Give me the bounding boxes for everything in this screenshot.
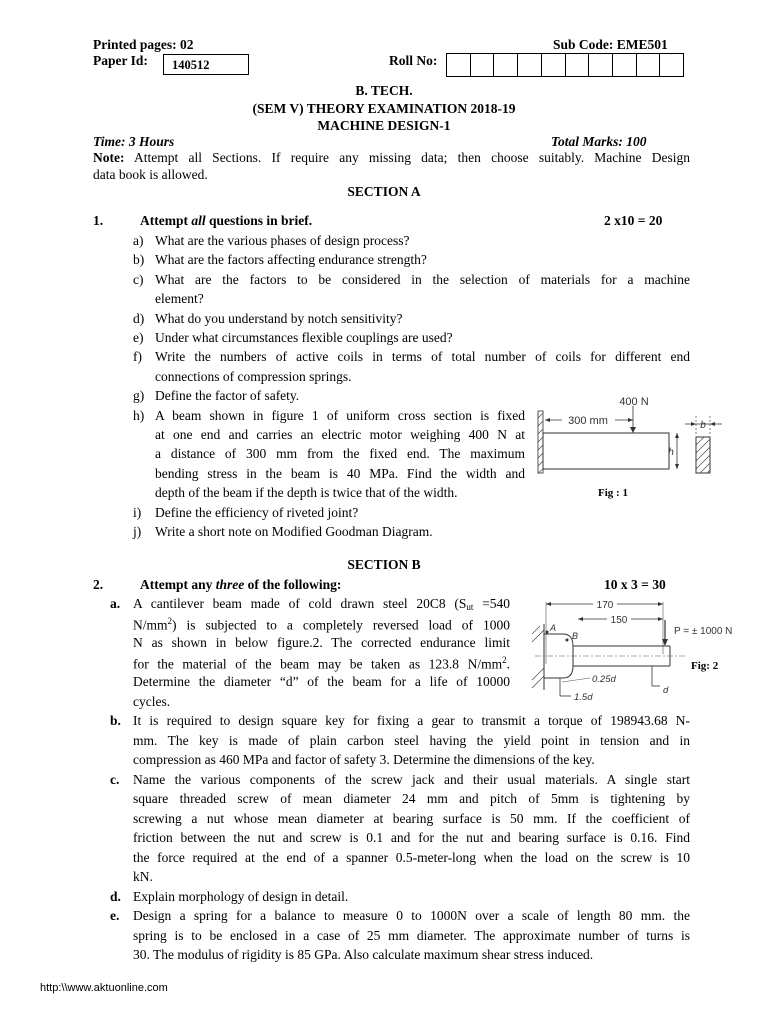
fig2-radius-label: 0.25d	[592, 674, 616, 685]
question-text: A beam shown in figure 1 of uniform cross section is fixed	[155, 407, 525, 423]
fig1-h-label: h	[668, 447, 674, 458]
question-text: for the material of the beam may be taken as 123.8 $N/mm^2$.	[133, 654, 510, 671]
item-label: e.	[110, 908, 120, 923]
question-text: $N/mm^2$) is subjected to a completely reversed load of 1000	[133, 615, 510, 632]
question-text: What are the various phases of design process?	[155, 233, 410, 248]
question-text: element?	[155, 291, 204, 307]
item-label: b)	[133, 252, 145, 268]
item-label: a.	[110, 596, 121, 611]
footer-url[interactable]: http:\\www.aktuonline.com	[40, 982, 168, 994]
fig2-a-label: A	[550, 623, 557, 633]
roll-no-boxes	[446, 53, 684, 77]
question-text: the force required at the end of a spanner 0.5-meter-long when the load on the screw is 10	[133, 849, 690, 865]
note-line-1	[93, 150, 690, 166]
fig2-p-label: P = ± 1000 N	[674, 626, 733, 637]
item-label: c)	[133, 271, 144, 287]
question-text: compression as 460 MPa and factor of safety 3. Determine the dimensions of the key.	[133, 752, 595, 767]
question-text: What are the factors to be considered in the selection of materials for a machine	[155, 271, 690, 287]
fig1-load-label: 400 N	[619, 396, 649, 408]
question-text: kN.	[133, 869, 153, 884]
paper-id-label: Paper Id:	[93, 53, 148, 68]
q2-number: 2.	[93, 577, 104, 592]
q2-em: three	[215, 577, 245, 592]
question-text: What do you understand by notch sensitivity?	[155, 310, 403, 326]
q2-post: of the following:	[244, 577, 342, 592]
fig2-caption: Fig: 2	[691, 660, 719, 672]
roll-no-cell[interactable]	[566, 54, 590, 76]
question-text: Define the efficiency of riveted joint?	[155, 504, 359, 520]
question-text: Explain morphology of design in detail.	[133, 888, 349, 904]
question-text: connections of compression springs.	[155, 368, 352, 384]
roll-no-cell[interactable]	[637, 54, 661, 76]
q2-pre: Attempt any	[140, 577, 216, 592]
exam-title: (SEM V) THEORY EXAMINATION 2018-19	[252, 101, 516, 116]
question-text: Name the various components of the screw jack and their usual materials. A single start	[133, 771, 690, 787]
paper-id-box	[163, 54, 249, 75]
question-text: What are the factors affecting endurance strength?	[155, 252, 427, 268]
subject-title: MACHINE DESIGN-1	[317, 118, 451, 133]
printed-pages: Printed pages: 02	[93, 37, 194, 52]
q1-instruction	[140, 213, 312, 229]
time-label: Time: 3 Hours	[93, 134, 175, 149]
question-text: screwing a nut whose mean diameter at bearing surface is 50 mm. If the coefficient of	[133, 810, 690, 826]
question-text: Under what circumstances flexible couplings are used?	[155, 330, 453, 345]
total-marks: Total Marks: 100	[551, 134, 647, 149]
question-text: cycles.	[133, 693, 171, 709]
roll-no-cell[interactable]	[494, 54, 518, 76]
question-text: mm. The key is made of plain carbon steel having the yield point in tension and in	[133, 732, 690, 748]
fig2-150: 150	[610, 615, 628, 626]
roll-no-label: Roll No:	[389, 53, 438, 68]
item-label: f)	[133, 349, 142, 365]
question-text: at one end and carries an electric motor weighing 400 N at	[155, 427, 525, 442]
item-label: c.	[110, 771, 120, 787]
q2-instruction	[140, 577, 341, 593]
question-text: 30. The modulus of rigidity is 85 GPa. Also calculate maximum shear stress induced.	[133, 947, 594, 962]
question-text: It is required to design square key for fixing a gear to transmit a torque of 198943.68 N-	[133, 713, 690, 728]
question-text: friction between the nut and screw is 0.1 and for the nut and bearing surface is 0.16. Find	[133, 830, 690, 845]
question-text: N as shown in below figure.2. The corrected endurance limit	[133, 635, 510, 650]
q1-em: all	[191, 213, 206, 228]
roll-no-cell[interactable]	[518, 54, 542, 76]
question-text: square threaded screw of mean diameter 24 mm and pitch of 5mm is tightening by	[133, 791, 690, 806]
question-text: Determine the diameter “d” of the beam for a life of 10000	[133, 674, 510, 689]
item-label: i)	[133, 504, 142, 520]
fig1-b-label: b	[700, 420, 706, 431]
question-text: bending stress in the beam is 40 MPa. Find the width and	[155, 465, 525, 481]
section-b-heading: SECTION B	[347, 557, 421, 572]
question-text: spring is to be enclosed in a case of 25 mm diameter. The approximate number of turns is	[133, 927, 690, 943]
fig2-1-5d-label: 1.5d	[574, 692, 593, 703]
fig2-170: 170	[596, 600, 614, 611]
fig2-d-label: d	[663, 685, 669, 696]
item-label: b.	[110, 713, 121, 728]
roll-no-cell[interactable]	[660, 54, 683, 76]
fig1-dist-label: 300 mm	[568, 415, 608, 427]
item-label: e)	[133, 330, 144, 345]
item-label: j)	[133, 524, 142, 539]
q1-number: 1.	[93, 213, 104, 228]
sub-code: Sub Code: EME501	[553, 37, 668, 52]
q1-post: questions in brief.	[205, 213, 313, 228]
fig1-caption: Fig : 1	[598, 487, 628, 499]
roll-no-cell[interactable]	[613, 54, 637, 76]
figure-1	[537, 390, 727, 500]
question-text: Write the numbers of active coils in terms of total number of coils for different end	[155, 349, 690, 365]
question-text: A cantilever beam made of cold drawn steel 20C8 (Sut =540	[133, 596, 510, 612]
roll-no-cell[interactable]	[542, 54, 566, 76]
q1-pre: Attempt	[140, 213, 192, 228]
section-a-heading: SECTION A	[347, 184, 421, 199]
question-text: Define the factor of safety.	[155, 388, 300, 404]
degree-title: B. TECH.	[355, 83, 413, 98]
note-line-2: data book is allowed.	[93, 167, 208, 182]
paper-id-value: 140512	[172, 58, 210, 72]
q2-marks: 10 x 3 = 30	[604, 577, 666, 592]
item-label: d)	[133, 310, 145, 326]
question-text: Design a spring for a balance to measure 0 to 1000N over a scale of length 80 mm. the	[133, 908, 690, 923]
fig2-b-label: B	[572, 631, 579, 641]
item-label: g)	[133, 388, 145, 404]
item-label: a)	[133, 233, 144, 248]
note-text-1: Attempt all Sections. If require any missing data; then choose suitably. Machine Design	[133, 150, 691, 165]
question-text: depth of the beam if the depth is twice that of the width.	[155, 485, 458, 501]
figure-2	[527, 594, 739, 710]
roll-no-cell[interactable]	[447, 54, 471, 76]
question-text: Write a short note on Modified Goodman Diagram.	[155, 524, 433, 539]
question-text: a distance of 300 mm from the fixed end. The maximum	[155, 446, 525, 462]
item-label: d.	[110, 888, 121, 904]
roll-no-cell[interactable]	[589, 54, 613, 76]
item-label: h)	[133, 407, 145, 423]
roll-no-cell[interactable]	[471, 54, 495, 76]
q1-marks: 2 x10 = 20	[604, 213, 663, 228]
note-label: Note:	[93, 150, 125, 165]
